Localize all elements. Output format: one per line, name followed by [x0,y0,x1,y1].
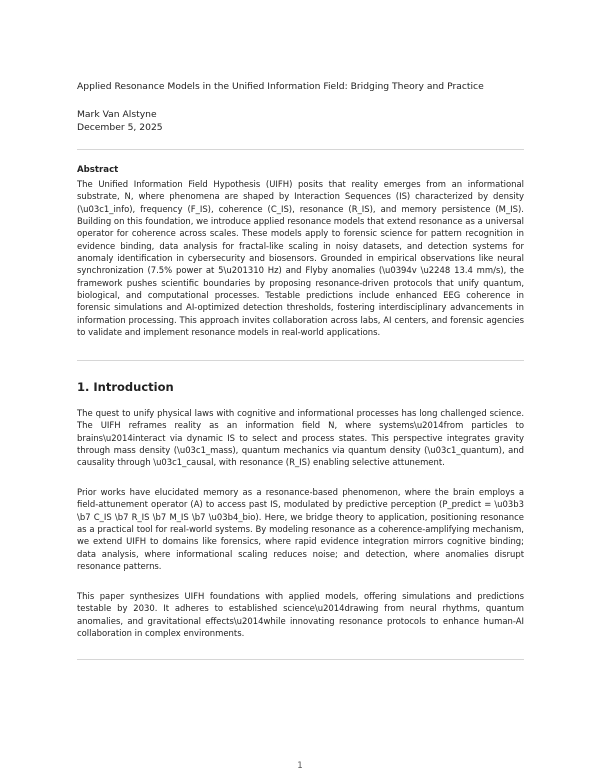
divider-bottom [77,659,524,660]
intro-paragraph-3: This paper synthesizes UIFH foundations with applied models, offering simulations and predictions testable by 2030. It adheres to established science\u2014drawing from neural rhythms, quantum anomalies, and gravitational effects\u2014while innovating resonance protocols to enhance human-AI collaboration in complex environments. [77,591,524,639]
abstract-heading: Abstract [77,165,119,175]
author-name: Mark Van Alstyne [77,109,157,120]
publication-date: December 5, 2025 [77,122,163,133]
paper-title: Applied Resonance Models in the Unified Information Field: Bridging Theory and Practice [77,81,484,92]
divider-top [77,149,524,150]
section-heading-introduction: 1. Introduction [77,380,174,394]
intro-paragraph-1: The quest to unify physical laws with cognitive and informational processes has long challenged science. The UIFH reframes reality as an information field N, where systems\u2014from particles to brains\u2014interact via dynamic IS to select and process states. This perspective integrates gravity through mass density (\u03c1_mass), quantum mechanics via quantum density (\u03c1_quantum), and causality through \u03c1_causal, with resonance (R_IS) enabling selective attunement. [77,408,524,468]
intro-paragraph-2: Prior works have elucidated memory as a resonance-based phenomenon, where the brain employs a field-attunement operator (A) to access past IS, modulated by predictive perception (P_predict = \u03b3 \b7 C_IS \b7 R_IS \b7 M_IS \b7 \u03b4_bio). Here, we bridge theory to application, positioning resonance as a practical tool for real-world systems. By modeling resonance as a coherence-amplifying mechanism, we extend UIFH to domains like forensics, where rapid evidence integration mirrors cognitive binding; data analysis, where informational scaling reduces noise; and detection, where anomalies disrupt resonance patterns. [77,487,524,572]
divider-abstract [77,360,524,361]
abstract-text: The Unified Information Field Hypothesis (UIFH) posits that reality emerges from an informational substrate, N, where phenomena are shaped by Interaction Sequences (IS) characterized by density (\u03c1_info), frequency (F_IS), coherence (C_IS), resonance (R_IS), and memory persistence (M_IS). Building on this foundation, we introduce applied resonance models that extend resonance as a universal operator for coherence across scales. These models apply to forensic science for pattern recognition in evidence binding, data analysis for fractal-like scaling in noisy datasets, and detection systems for anomaly identification in cybersecurity and biosensors. Grounded in empirical observations like neural synchronization (7.5% power at 5\u201310 Hz) and Flyby anomalies (\u0394v \u2248 13.4 mm/s), the framework pushes scientific boundaries by proposing resonance-driven protocols that unify quantum, biological, and computational processes. Testable predictions include enhanced EEG coherence in forensic simulations and AI-optimized detection thresholds, fostering interdisciplinary advancements in information processing. This approach invites collaboration across labs, AI centers, and forensic agencies to validate and implement resonance models in real-world applications. [77,179,524,338]
page-number: 1 [297,761,303,771]
